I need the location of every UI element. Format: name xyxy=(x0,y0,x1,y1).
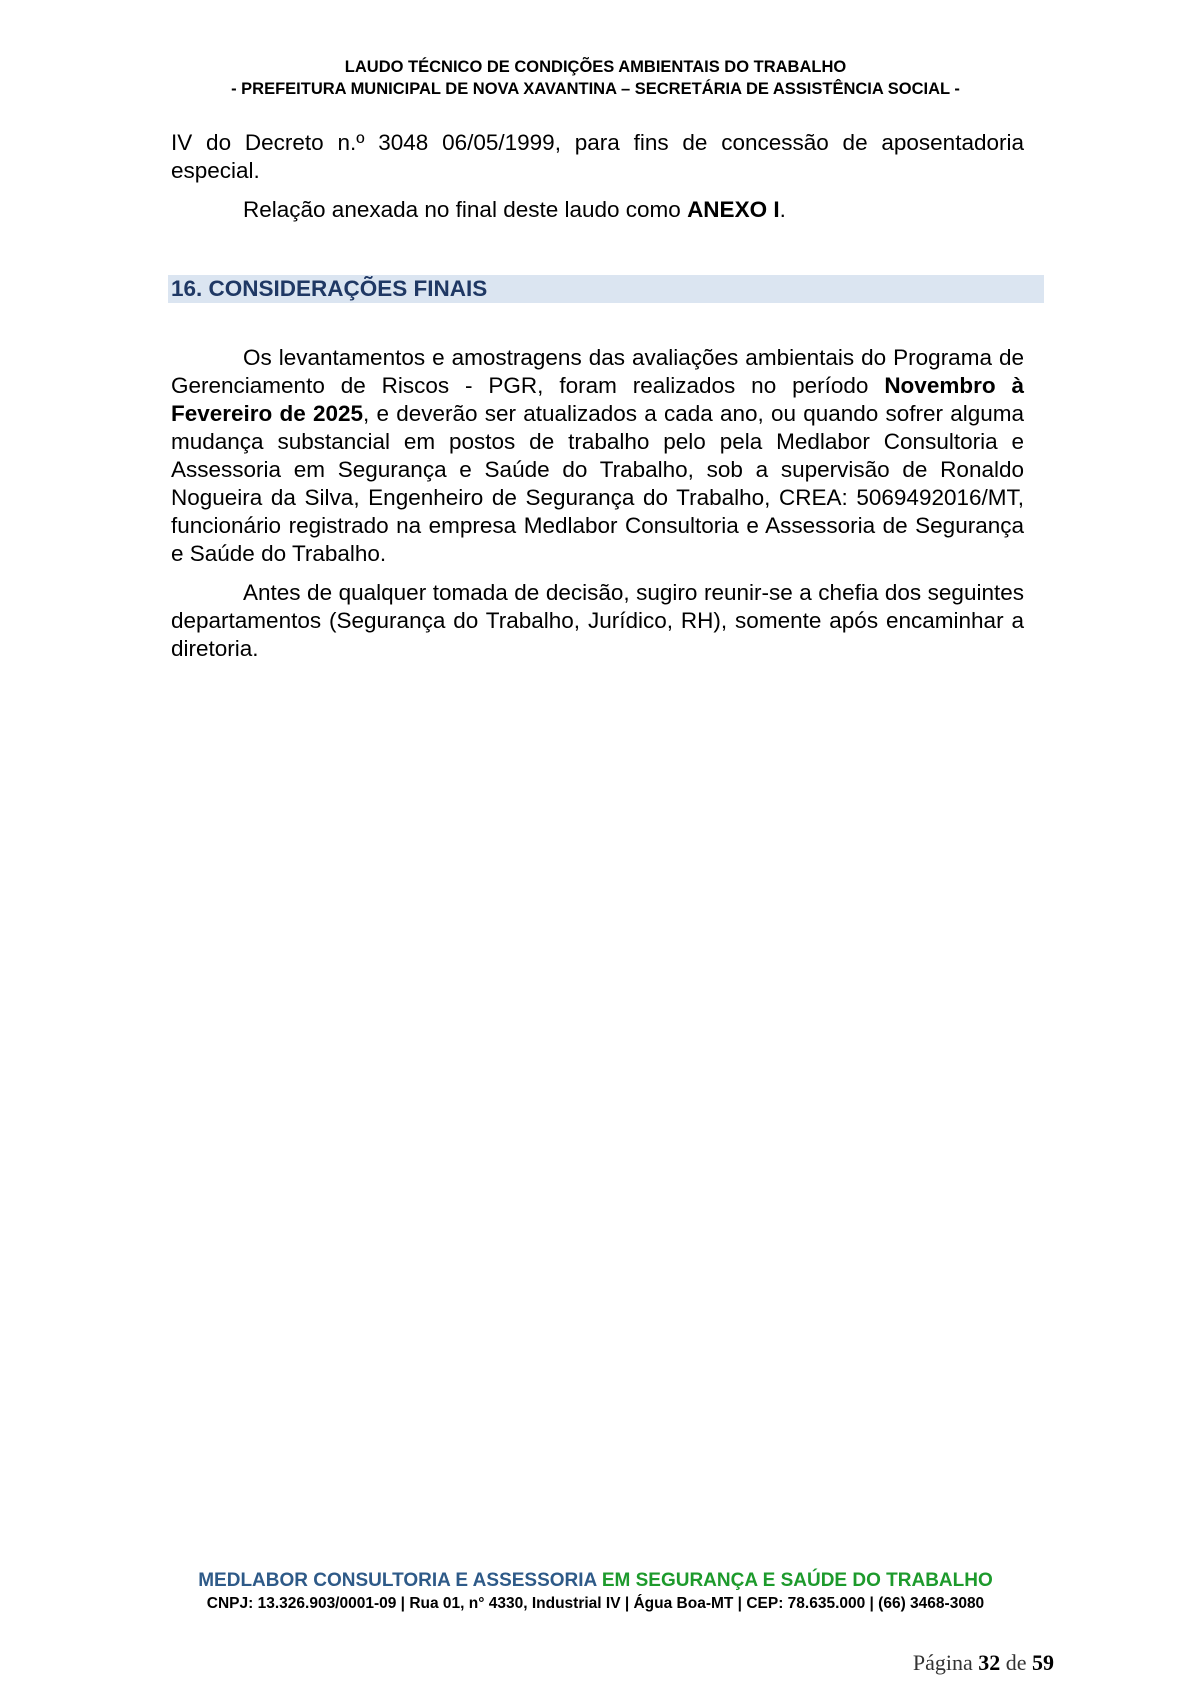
paragraph-annex xyxy=(171,196,1024,224)
footer-address: CNPJ: 13.326.903/0001-09 | Rua 01, n° 4330, Industrial IV | Água Boa-MT | CEP: 78.635.000 | (66) 3468-3080 xyxy=(206,1595,985,1612)
paragraph-decision: Antes de qualquer tomada de decisão, sugiro reunir-se a chefia dos seguintes departamentos (Segurança do Trabalho, Jurídico, RH), somente após encaminhar a diretoria. xyxy=(171,580,1024,661)
page-total: 59 xyxy=(1032,1650,1054,1675)
final-text-b: , e deverão ser atualizados a cada ano, ou quando sofrer alguma mudança substancial em postos de trabalho pelo pela Medlabor Consultoria e Assessoria em Segurança e Saúde do Trabalho, sob a supervisão de Ronaldo Nogueira da Silva, Engenheiro de Segurança do Trabalho, CREA: 5069492016/MT, funcionário registrado na empresa Medlabor Consultoria e Assessoria de Segurança e Saúde do Trabalho. xyxy=(171,401,1025,566)
footer-company-name: MEDLABOR CONSULTORIA E ASSESSORIA xyxy=(198,1570,597,1591)
final-text-a: Os levantamentos e amostragens das avaliações ambientais do Programa de Gerenciamento de Riscos - PGR, foram realizados no período xyxy=(171,345,1024,398)
page-label: Página xyxy=(912,1650,979,1675)
paragraph-decree: IV do Decreto n.º 3048 06/05/1999, para fins de concessão de aposentadoria especial. xyxy=(171,130,1024,183)
final-period-bold: Novembro à Fevereiro de 2025 xyxy=(171,373,1024,426)
paragraph-final-considerations xyxy=(171,344,1024,568)
annex-bold: ANEXO I xyxy=(687,197,780,222)
annex-end: . xyxy=(779,197,786,222)
header-subtitle: - PREFEITURA MUNICIPAL DE NOVA XAVANTINA – SECRETÁRIA DE ASSISTÊNCIA SOCIAL - xyxy=(231,80,960,98)
footer-company xyxy=(0,1569,1191,1593)
page-number xyxy=(913,1650,1054,1676)
footer-company-field: EM SEGURANÇA E SAÚDE DO TRABALHO xyxy=(596,1570,993,1591)
page-header xyxy=(0,56,1191,100)
annex-text: Relação anexada no final deste laudo como xyxy=(243,197,688,222)
section-heading: 16. CONSIDERAÇÕES FINAIS xyxy=(168,275,1044,303)
page-current: 32 xyxy=(978,1650,1001,1675)
header-title: LAUDO TÉCNICO DE CONDIÇÕES AMBIENTAIS DO TRABALHO xyxy=(344,58,847,76)
page-of: de xyxy=(1000,1650,1032,1675)
